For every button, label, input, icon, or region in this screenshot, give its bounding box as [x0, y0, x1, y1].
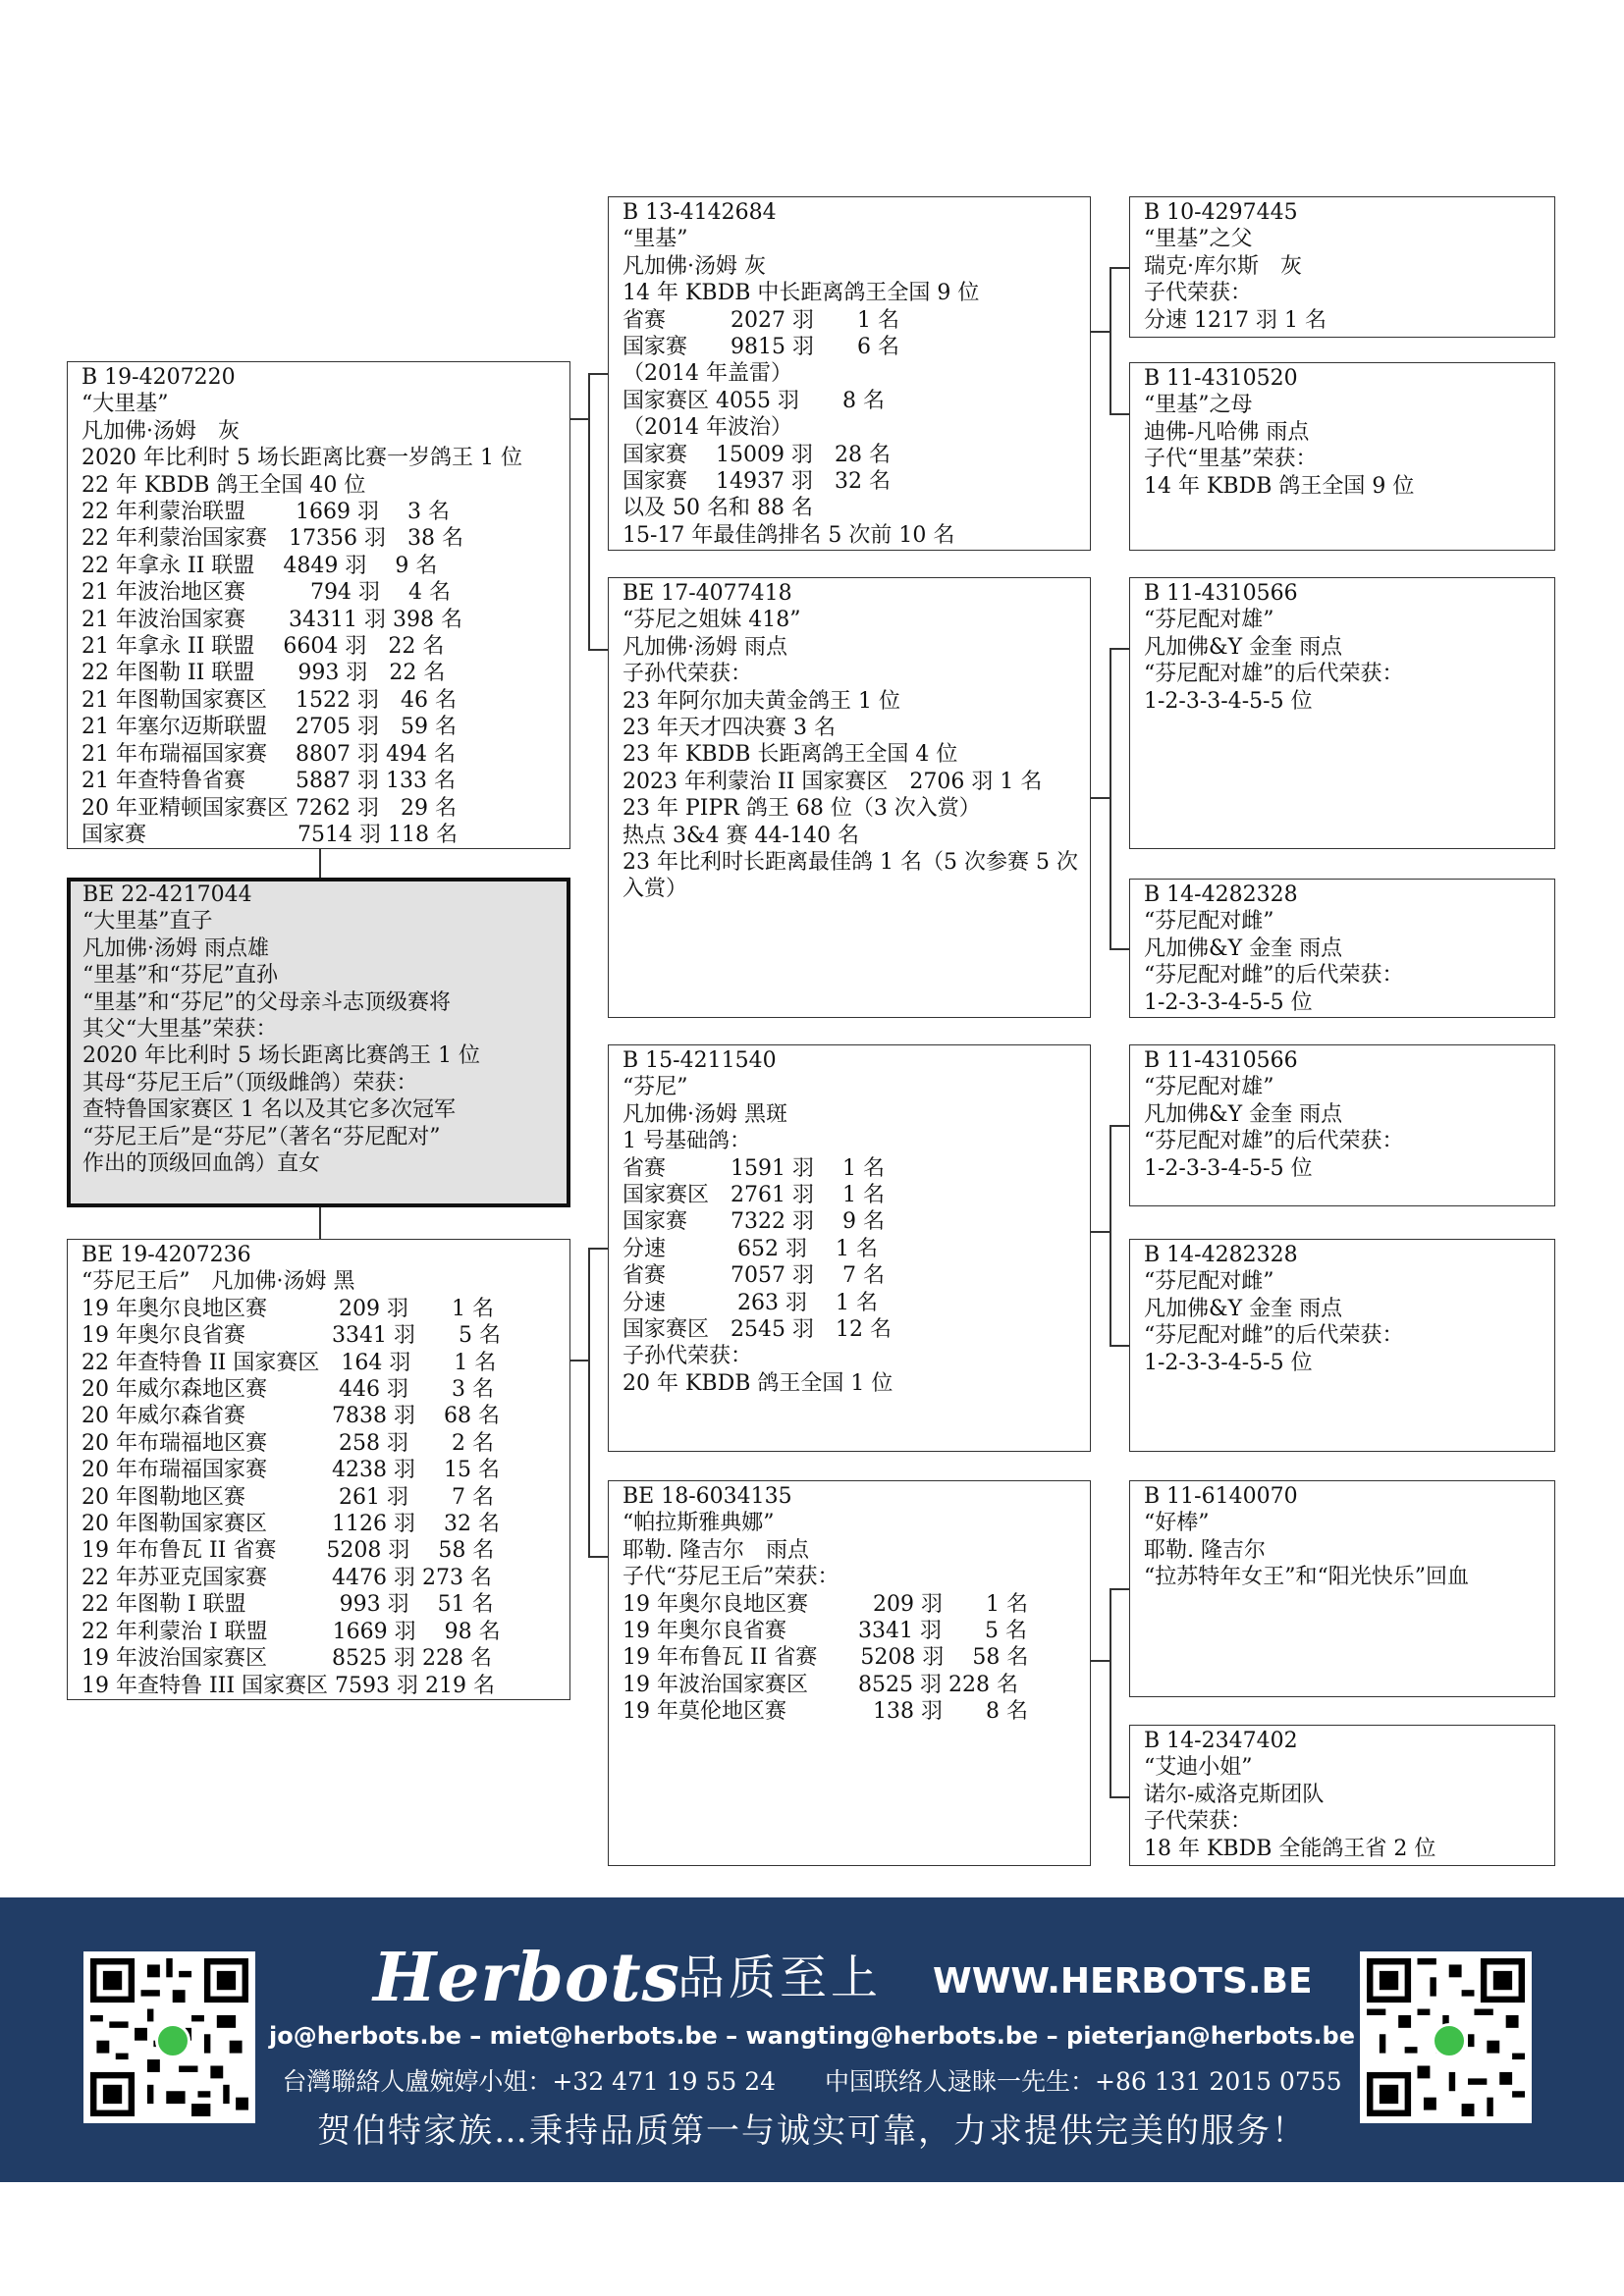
pedigree-line: 作出的顶级回血鸽）直女 [82, 1151, 321, 1177]
pedigree-line: 凡加佛&Y 金奎 雨点 [1144, 634, 1343, 660]
pedigree-line: 14 年 KBDB 鸽王全国 9 位 [1144, 473, 1415, 499]
pedigree-line: 凡加佛&Y 金奎 雨点 [1144, 1101, 1343, 1127]
pedigree-line: 2020 年比利时 5 场长距离比赛鸽王 1 位 [82, 1043, 480, 1069]
pedigree-line: 22 年查特鲁 II 国家赛区 164 羽 1 名 [81, 1350, 497, 1375]
ring-number: BE 22-4217044 [82, 882, 252, 907]
connector-line [570, 418, 589, 420]
pedigree-line: “芬尼配对雄” [1144, 1075, 1274, 1100]
contact-line: 台灣聯絡人盧婉婷小姐：+32 471 19 55 24 中国联络人逯睐一先生：+86 131 2015 0755 [282, 2067, 1342, 2096]
pedigree-line: 耶勒. 隆吉尔 [1144, 1537, 1266, 1563]
connector-line [1110, 1588, 1129, 1590]
connector-line [1091, 1231, 1110, 1233]
ring-number: B 11-4310566 [1144, 581, 1298, 606]
footer-banner [0, 1897, 1624, 2182]
pedigree-line: 20 年威尔森省赛 7838 羽 68 名 [81, 1404, 500, 1429]
connector-line [1110, 1125, 1111, 1346]
connector-line [1091, 331, 1110, 333]
ring-number: B 14-4282328 [1144, 1243, 1298, 1267]
connector-line [588, 649, 608, 651]
pedigree-line: 凡加佛·汤姆 灰 [623, 253, 766, 279]
connector-line [1110, 267, 1111, 414]
pedigree-line: “里基”和“芬尼”直孙 [82, 963, 278, 988]
pedigree-line: 子代“里基”荣获： [1144, 447, 1318, 472]
pedigree-line: 19 年奥尔良省赛 3341 羽 5 名 [623, 1619, 1027, 1644]
pedigree-line: 19 年莫伦地区赛 138 羽 8 名 [623, 1699, 1028, 1725]
pedigree-line: 1-2-3-3-4-5-5 位 [1144, 1350, 1313, 1375]
connector-line [1110, 648, 1129, 650]
pedigree-line: 19 年奥尔良地区赛 209 羽 1 名 [623, 1591, 1028, 1617]
connector-line [1110, 948, 1129, 950]
dam-sire-dam-box [1129, 1239, 1555, 1452]
connector-line [1091, 797, 1110, 799]
pedigree-line: “艾迪小姐” [1144, 1755, 1253, 1781]
slogan: 品质至上 [677, 1950, 883, 2005]
connector-line [1091, 1660, 1110, 1662]
herbots-logo: Herbots [373, 1939, 680, 2017]
pedigree-line: 凡加佛&Y 金奎 雨点 [1144, 935, 1343, 961]
pedigree-line: “好棒” [1144, 1511, 1210, 1536]
connector-line [1110, 648, 1111, 949]
pedigree-line: “芬尼配对雌”的后代荣获： [1144, 963, 1404, 988]
pedigree-line: 22 年利蒙治 I 联盟 1669 羽 98 名 [81, 1619, 501, 1644]
pedigree-line: 分速 263 羽 1 名 [623, 1290, 878, 1315]
pedigree-line: 20 年布瑞福国家赛 4238 羽 15 名 [81, 1458, 500, 1483]
pedigree-line: 省赛 1591 羽 1 名 [623, 1155, 885, 1181]
pedigree-line: 凡加佛·汤姆 灰 [81, 418, 240, 444]
pedigree-line: 国家赛 15009 羽 28 名 [623, 442, 891, 467]
ring-number: B 19-4207220 [81, 365, 236, 390]
pedigree-line: 国家赛区 2545 羽 12 名 [623, 1317, 892, 1343]
pedigree-line: 20 年布瑞福地区赛 258 羽 2 名 [81, 1430, 494, 1456]
connector-line [588, 1556, 608, 1558]
pedigree-line: “芬尼配对雌” [1144, 909, 1274, 934]
pedigree-line: 以及 50 名和 88 名 [623, 496, 813, 521]
pedigree-line: 23 年 PIPR 鸽王 68 位（3 次入赏） [623, 796, 981, 822]
sire-dam-sire-box [1129, 577, 1555, 849]
pedigree-line: 国家赛区 4055 羽 8 名 [623, 388, 885, 413]
pedigree-line: 19 年奥尔良地区赛 209 羽 1 名 [81, 1296, 494, 1321]
pedigree-line: 1-2-3-3-4-5-5 位 [1144, 1155, 1313, 1181]
dam-box [67, 1239, 570, 1700]
pedigree-line: 凡加佛&Y 金奎 雨点 [1144, 1296, 1343, 1321]
pedigree-line: 23 年比利时长距离最佳鸽 1 名（5 次参赛 5 次入赏） [623, 850, 1078, 902]
pedigree-line: 1 号基础鸽： [623, 1129, 751, 1154]
dam-dam-box [608, 1480, 1091, 1866]
ring-number: B 14-4282328 [1144, 882, 1298, 907]
pedigree-line: 凡加佛·汤姆 雨点 [623, 634, 787, 660]
pedigree-line: 14 年 KBDB 中长距离鸽王全国 9 位 [623, 281, 980, 306]
pedigree-line: “大里基”直子 [82, 909, 213, 934]
pedigree-line: 21 年波治国家赛 34311 羽 398 名 [81, 607, 462, 632]
dam-sire-box [608, 1044, 1091, 1452]
pedigree-line: 诺尔-威洛克斯团队 [1144, 1782, 1325, 1807]
pedigree-line: 子孙代荣获： [623, 1344, 753, 1369]
pedigree-line: 21 年波治地区赛 794 羽 4 名 [81, 580, 451, 606]
pedigree-line: “芬尼配对雌” [1144, 1269, 1274, 1295]
pedigree-line: 凡加佛·汤姆 黑斑 [623, 1101, 787, 1127]
ring-number: B 11-4310520 [1144, 366, 1298, 391]
connector-line [1110, 1796, 1129, 1798]
pedigree-line: 22 年图勒 II 联盟 993 羽 22 名 [81, 661, 446, 686]
pedigree-line: 20 年亚精顿国家赛区 7262 羽 29 名 [81, 795, 457, 821]
connector-line [570, 1360, 589, 1362]
connector-line [1110, 413, 1129, 415]
pedigree-line: 子代荣获： [1144, 281, 1253, 306]
pedigree-line: 19 年奥尔良省赛 3341 羽 5 名 [81, 1323, 501, 1349]
ring-number: BE 19-4207236 [81, 1243, 251, 1267]
wechat-icon [1432, 2023, 1467, 2058]
pedigree-line: “芬尼配对雄”的后代荣获： [1144, 1129, 1404, 1154]
connector-line [1110, 267, 1129, 269]
connector-line [319, 1207, 321, 1239]
qr-code-wechat[interactable] [1360, 1951, 1532, 2123]
ring-number: B 13-4142684 [623, 200, 777, 225]
ring-number: B 11-6140070 [1144, 1484, 1298, 1509]
pedigree-line: “里基”之母 [1144, 393, 1253, 418]
pedigree-line: 22 年利蒙治联盟 1669 羽 3 名 [81, 500, 450, 525]
pedigree-line: 18 年 KBDB 全能鸽王省 2 位 [1144, 1836, 1436, 1861]
pedigree-line: 国家赛区 2761 羽 1 名 [623, 1183, 885, 1208]
pedigree-line: 21 年拿永 II 联盟 6604 羽 22 名 [81, 634, 445, 660]
pedigree-line: 国家赛 7514 羽 118 名 [81, 822, 458, 847]
pedigree-line: 22 年 KBDB 鸽王全国 40 位 [81, 472, 366, 498]
pedigree-line: 2020 年比利时 5 场长距离比赛一岁鸽王 1 位 [81, 446, 522, 471]
pedigree-line: 1-2-3-3-4-5-5 位 [1144, 688, 1313, 714]
pedigree-line: 20 年威尔森地区赛 446 羽 3 名 [81, 1377, 494, 1403]
sire-dam-box [608, 577, 1091, 1018]
pedigree-line: 22 年苏亚克国家赛 4476 羽 273 名 [81, 1565, 492, 1590]
pedigree-line: 分速 1217 羽 1 名 [1144, 307, 1326, 333]
pedigree-line: 20 年图勒国家赛区 1126 羽 32 名 [81, 1512, 500, 1537]
pedigree-line: （2014 年波治） [623, 415, 792, 441]
pedigree-line: 其母“芬尼王后”（顶级雌鸽）荣获： [82, 1070, 418, 1095]
pedigree-line: 23 年天才四决赛 3 名 [623, 716, 836, 741]
main-bird-box [67, 878, 570, 1207]
website-link[interactable]: WWW.HERBOTS.BE [933, 1961, 1313, 2002]
pedigree-line: “拉苏特年女王”和“阳光快乐”回血 [1144, 1565, 1469, 1590]
pedigree-line: “芬尼” [623, 1075, 688, 1100]
sire-sire-box [608, 196, 1091, 551]
pedigree-line: “里基” [623, 227, 688, 252]
dam-dam-sire-box [1129, 1480, 1555, 1697]
pedigree-line: 22 年利蒙治国家赛 17356 羽 38 名 [81, 526, 463, 552]
pedigree-line: 耶勒. 隆吉尔 雨点 [623, 1537, 809, 1563]
pedigree-line: 省赛 2027 羽 1 名 [623, 307, 899, 333]
sire-sire-dam-box [1129, 362, 1555, 551]
pedigree-line: 热点 3&4 赛 44-140 名 [623, 823, 859, 848]
pedigree-line: 21 年图勒国家赛区 1522 羽 46 名 [81, 687, 457, 713]
connector-line [1110, 1345, 1129, 1347]
brand-row [373, 1939, 1313, 2017]
connector-line [319, 849, 321, 878]
pedigree-line: 迪佛-凡哈佛 雨点 [1144, 419, 1310, 445]
pedigree-line: 分速 652 羽 1 名 [623, 1236, 878, 1261]
pedigree-line: 22 年图勒 I 联盟 993 羽 51 名 [81, 1592, 494, 1618]
connector-line [588, 373, 590, 650]
pedigree-line: 23 年阿尔加夫黄金鸽王 1 位 [623, 688, 900, 714]
connector-line [588, 1248, 608, 1250]
pedigree-line: 2023 年利蒙治 II 国家赛区 2706 羽 1 名 [623, 769, 1043, 794]
connector-line [1110, 1125, 1129, 1127]
pedigree-line: 19 年波治国家赛区 8525 羽 228 名 [81, 1646, 492, 1672]
ring-number: BE 17-4077418 [623, 581, 792, 606]
pedigree-line: （2014 年盖雷） [623, 361, 792, 387]
pedigree-line: 凡加佛·汤姆 雨点雄 [82, 935, 269, 961]
connector-line [588, 373, 608, 375]
pedigree-line: 20 年图勒地区赛 261 羽 7 名 [81, 1484, 494, 1510]
tagline: 贺伯特家族…秉持品质第一与诚实可靠，力求提供完美的服务！ [317, 2111, 1307, 2151]
pedigree-line: “里基”之父 [1144, 227, 1253, 252]
pedigree-line: “帕拉斯雅典娜” [623, 1511, 775, 1536]
pedigree-line: 21 年查特鲁省赛 5887 羽 133 名 [81, 769, 456, 794]
pedigree-line: 子代荣获： [1144, 1809, 1253, 1835]
pedigree-line: 瑞克·库尔斯 灰 [1144, 253, 1302, 279]
pedigree-line: 子孙代荣获： [623, 662, 753, 687]
pedigree-line: “芬尼王后” 凡加佛·汤姆 黑 [81, 1269, 355, 1295]
pedigree-line: 国家赛 7322 羽 9 名 [623, 1209, 885, 1235]
dam-sire-sire-box [1129, 1044, 1555, 1206]
pedigree-line: 19 年查特鲁 III 国家赛区 7593 羽 219 名 [81, 1673, 495, 1698]
pedigree-line: 1-2-3-3-4-5-5 位 [1144, 989, 1313, 1015]
connector-line [588, 1248, 590, 1557]
pedigree-line: 23 年 KBDB 长距离鸽王全国 4 位 [623, 742, 958, 768]
pedigree-line: “芬尼之姐妹 418” [623, 608, 801, 633]
ring-number: B 11-4310566 [1144, 1048, 1298, 1073]
sire-sire-sire-box [1129, 196, 1555, 338]
pedigree-line: 21 年布瑞福国家赛 8807 羽 494 名 [81, 741, 456, 767]
pedigree-line: 21 年塞尔迈斯联盟 2705 羽 59 名 [81, 715, 457, 740]
pedigree-line: “大里基” [81, 392, 169, 417]
pedigree-line: “芬尼王后”是“芬尼”（著名“芬尼配对” [82, 1124, 441, 1149]
ring-number: B 10-4297445 [1144, 200, 1298, 225]
email-list[interactable]: jo@herbots.be – miet@herbots.be – wangting@herbots.be – pieterjan@herbots.be [268, 2022, 1355, 2050]
sire-box [67, 361, 570, 849]
pedigree-line: 22 年拿永 II 联盟 4849 羽 9 名 [81, 553, 438, 578]
pedigree-line: 19 年布鲁瓦 II 省赛 5208 羽 58 名 [623, 1645, 1029, 1671]
pedigree-line: 国家赛 9815 羽 6 名 [623, 335, 899, 360]
pedigree-line: 省赛 7057 羽 7 名 [623, 1263, 885, 1289]
sire-dam-dam-box [1129, 879, 1555, 1018]
pedigree-line: 查特鲁国家赛区 1 名以及其它多次冠军 [82, 1097, 456, 1123]
dam-dam-dam-box [1129, 1725, 1555, 1866]
pedigree-line: “里基”和“芬尼”的父母亲斗志顶级赛将 [82, 989, 451, 1015]
pedigree-line: 15-17 年最佳鸽排名 5 次前 10 名 [623, 522, 955, 548]
pedigree-line: 国家赛 14937 羽 32 名 [623, 469, 891, 495]
pedigree-line: “芬尼配对雄” [1144, 608, 1274, 633]
pedigree-line: 19 年波治国家赛区 8525 羽 228 名 [623, 1672, 1018, 1697]
pedigree-line: 其父“大里基”荣获： [82, 1017, 278, 1042]
pedigree-line: 子代“芬尼王后”荣获： [623, 1565, 839, 1590]
ring-number: B 15-4211540 [623, 1048, 777, 1073]
pedigree-line: 20 年 KBDB 鸽王全国 1 位 [623, 1370, 893, 1396]
pedigree-line: “芬尼配对雄”的后代荣获： [1144, 662, 1404, 687]
ring-number: B 14-2347402 [1144, 1729, 1298, 1753]
connector-line [1110, 1588, 1111, 1797]
pedigree-line: 19 年布鲁瓦 II 省赛 5208 羽 58 名 [81, 1538, 495, 1564]
pedigree-line: “芬尼配对雌”的后代荣获： [1144, 1323, 1404, 1349]
ring-number: BE 18-6034135 [623, 1484, 792, 1509]
